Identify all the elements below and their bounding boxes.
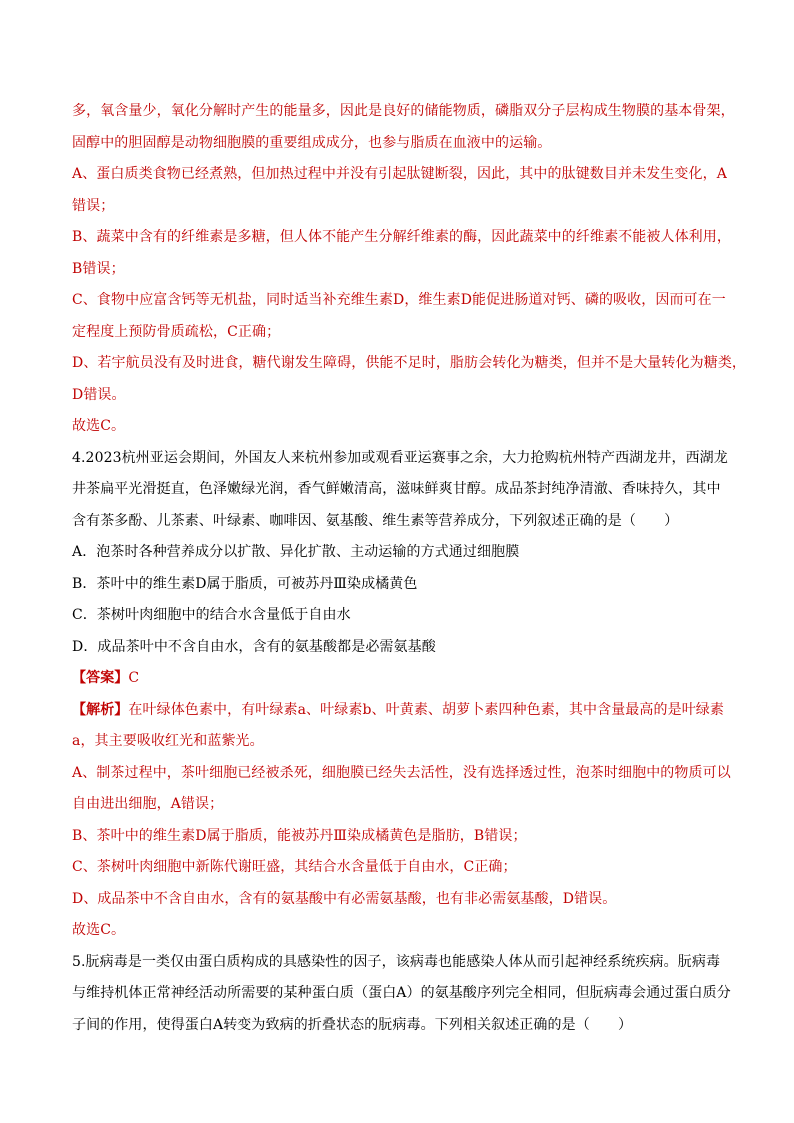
analysis-line: 自由进出细胞，A错误； <box>72 796 224 812</box>
analysis-line: B、茶叶中的维生素D属于脂质，能被苏丹Ⅲ染成橘黄色是脂肪，B错误； <box>72 827 527 844</box>
explanation-line: B、蔬菜中含有的纤维素是多糖，但人体不能产生分解纤维素的酶，因此蔬菜中的纤维素不能被人体利用， <box>72 229 731 245</box>
analysis-text: 在叶绿体色素中，有叶绿素a、叶绿素b、叶黄素、胡萝卜素四种色素，其中含量最高的是叶绿素 <box>128 701 725 718</box>
question-stem-line: 4.2023杭州亚运会期间，外国友人来杭州参加或观看亚运赛事之余，大力抢购杭州特产西湖龙井，西湖龙 <box>72 449 728 466</box>
explanation-line: D错误。 <box>72 386 126 403</box>
explanation-line: 多，氧含量少，氧化分解时产生的能量多，因此是良好的储能物质，磷脂双分子层构成生物膜的基本骨架， <box>72 103 735 119</box>
prev-explanation <box>72 96 747 443</box>
option-c: C．茶树叶肉细胞中的结合水含量低于自由水 <box>72 607 351 623</box>
question-stem-line: 含有茶多酚、儿茶素、叶绿素、咖啡因、氨基酸、维生素等营养成分，下列叙述正确的是（ ） <box>72 512 679 529</box>
analysis-line <box>72 695 732 727</box>
document-page <box>72 96 747 1041</box>
explanation-line: 定程度上预防骨质疏松，C正确； <box>72 323 281 340</box>
explanation-line: B错误； <box>72 260 125 277</box>
analysis-line: 故选C。 <box>72 922 126 938</box>
explanation-line: A、蛋白质类食物已经煮熟，但加热过程中并没有引起肽键断裂，因此，其中的肽键数目并未发生变化，A <box>72 166 727 182</box>
analysis-line: A、制茶过程中，茶叶细胞已经被杀死，细胞膜已经失去活性，没有选择透过性，泡茶时细胞中的物质可以 <box>72 764 731 781</box>
explanation-line: 错误； <box>72 197 115 214</box>
question-stem-line: 井茶扁平光滑挺直，色泽嫩绿光润，香气鲜嫩清高，滋味鲜爽甘醇。成品茶封纯净清澈、香味持久，其中 <box>72 481 721 497</box>
answer-label: 【答案】 <box>72 670 129 686</box>
option-d: D．成品茶叶中不含自由水，含有的氨基酸都是必需氨基酸 <box>72 638 436 655</box>
analysis-label: 【解析】 <box>72 701 129 718</box>
question-stem-line: 与维持机体正常神经活动所需要的某种蛋白质（蛋白A）的氨基酸序列完全相同，但朊病毒会通过蛋白质分 <box>72 985 731 1001</box>
explanation-line: C、食物中应富含钙等无机盐，同时适当补充维生素D，维生素D能促进肠道对钙、磷的吸收，因而可在一 <box>72 292 726 308</box>
analysis-line: a，其主要吸收红光和蓝紫光。 <box>72 733 264 749</box>
question-4 <box>72 443 732 947</box>
option-a: A．泡茶时各种营养成分以扩散、异化扩散、主动运输的方式通过细胞膜 <box>72 544 520 560</box>
question-stem-line: 5.朊病毒是一类仅由蛋白质构成的具感染性的因子，该病毒也能感染人体从而引起神经系统疾病。朊病毒 <box>72 953 721 970</box>
analysis-line: D、成品茶中不含自由水，含有的氨基酸中有必需氨基酸，也有非必需氨基酸，D错误。 <box>72 890 617 907</box>
explanation-line: D、若宇航员没有及时进食，糖代谢发生障碍，供能不足时，脂肪会转化为糖类，但并不是大量转化为糖类， <box>72 355 747 371</box>
answer-value: C <box>128 670 140 686</box>
analysis-line: C、茶树叶肉细胞中新陈代谢旺盛，其结合水含量低于自由水，C正确； <box>72 859 517 875</box>
explanation-line: 固醇中的胆固醇是动物细胞膜的重要组成成分，也参与脂质在血液中的运输。 <box>72 134 552 151</box>
answer-line <box>72 663 732 695</box>
question-stem-line: 子间的作用，使得蛋白A转变为致病的折叠状态的朊病毒。下列相关叙述正确的是（ ） <box>72 1016 633 1033</box>
explanation-line: 故选C。 <box>72 418 126 434</box>
option-b: B．茶叶中的维生素D属于脂质，可被苏丹Ⅲ染成橘黄色 <box>72 575 418 592</box>
question-5 <box>72 947 732 1042</box>
